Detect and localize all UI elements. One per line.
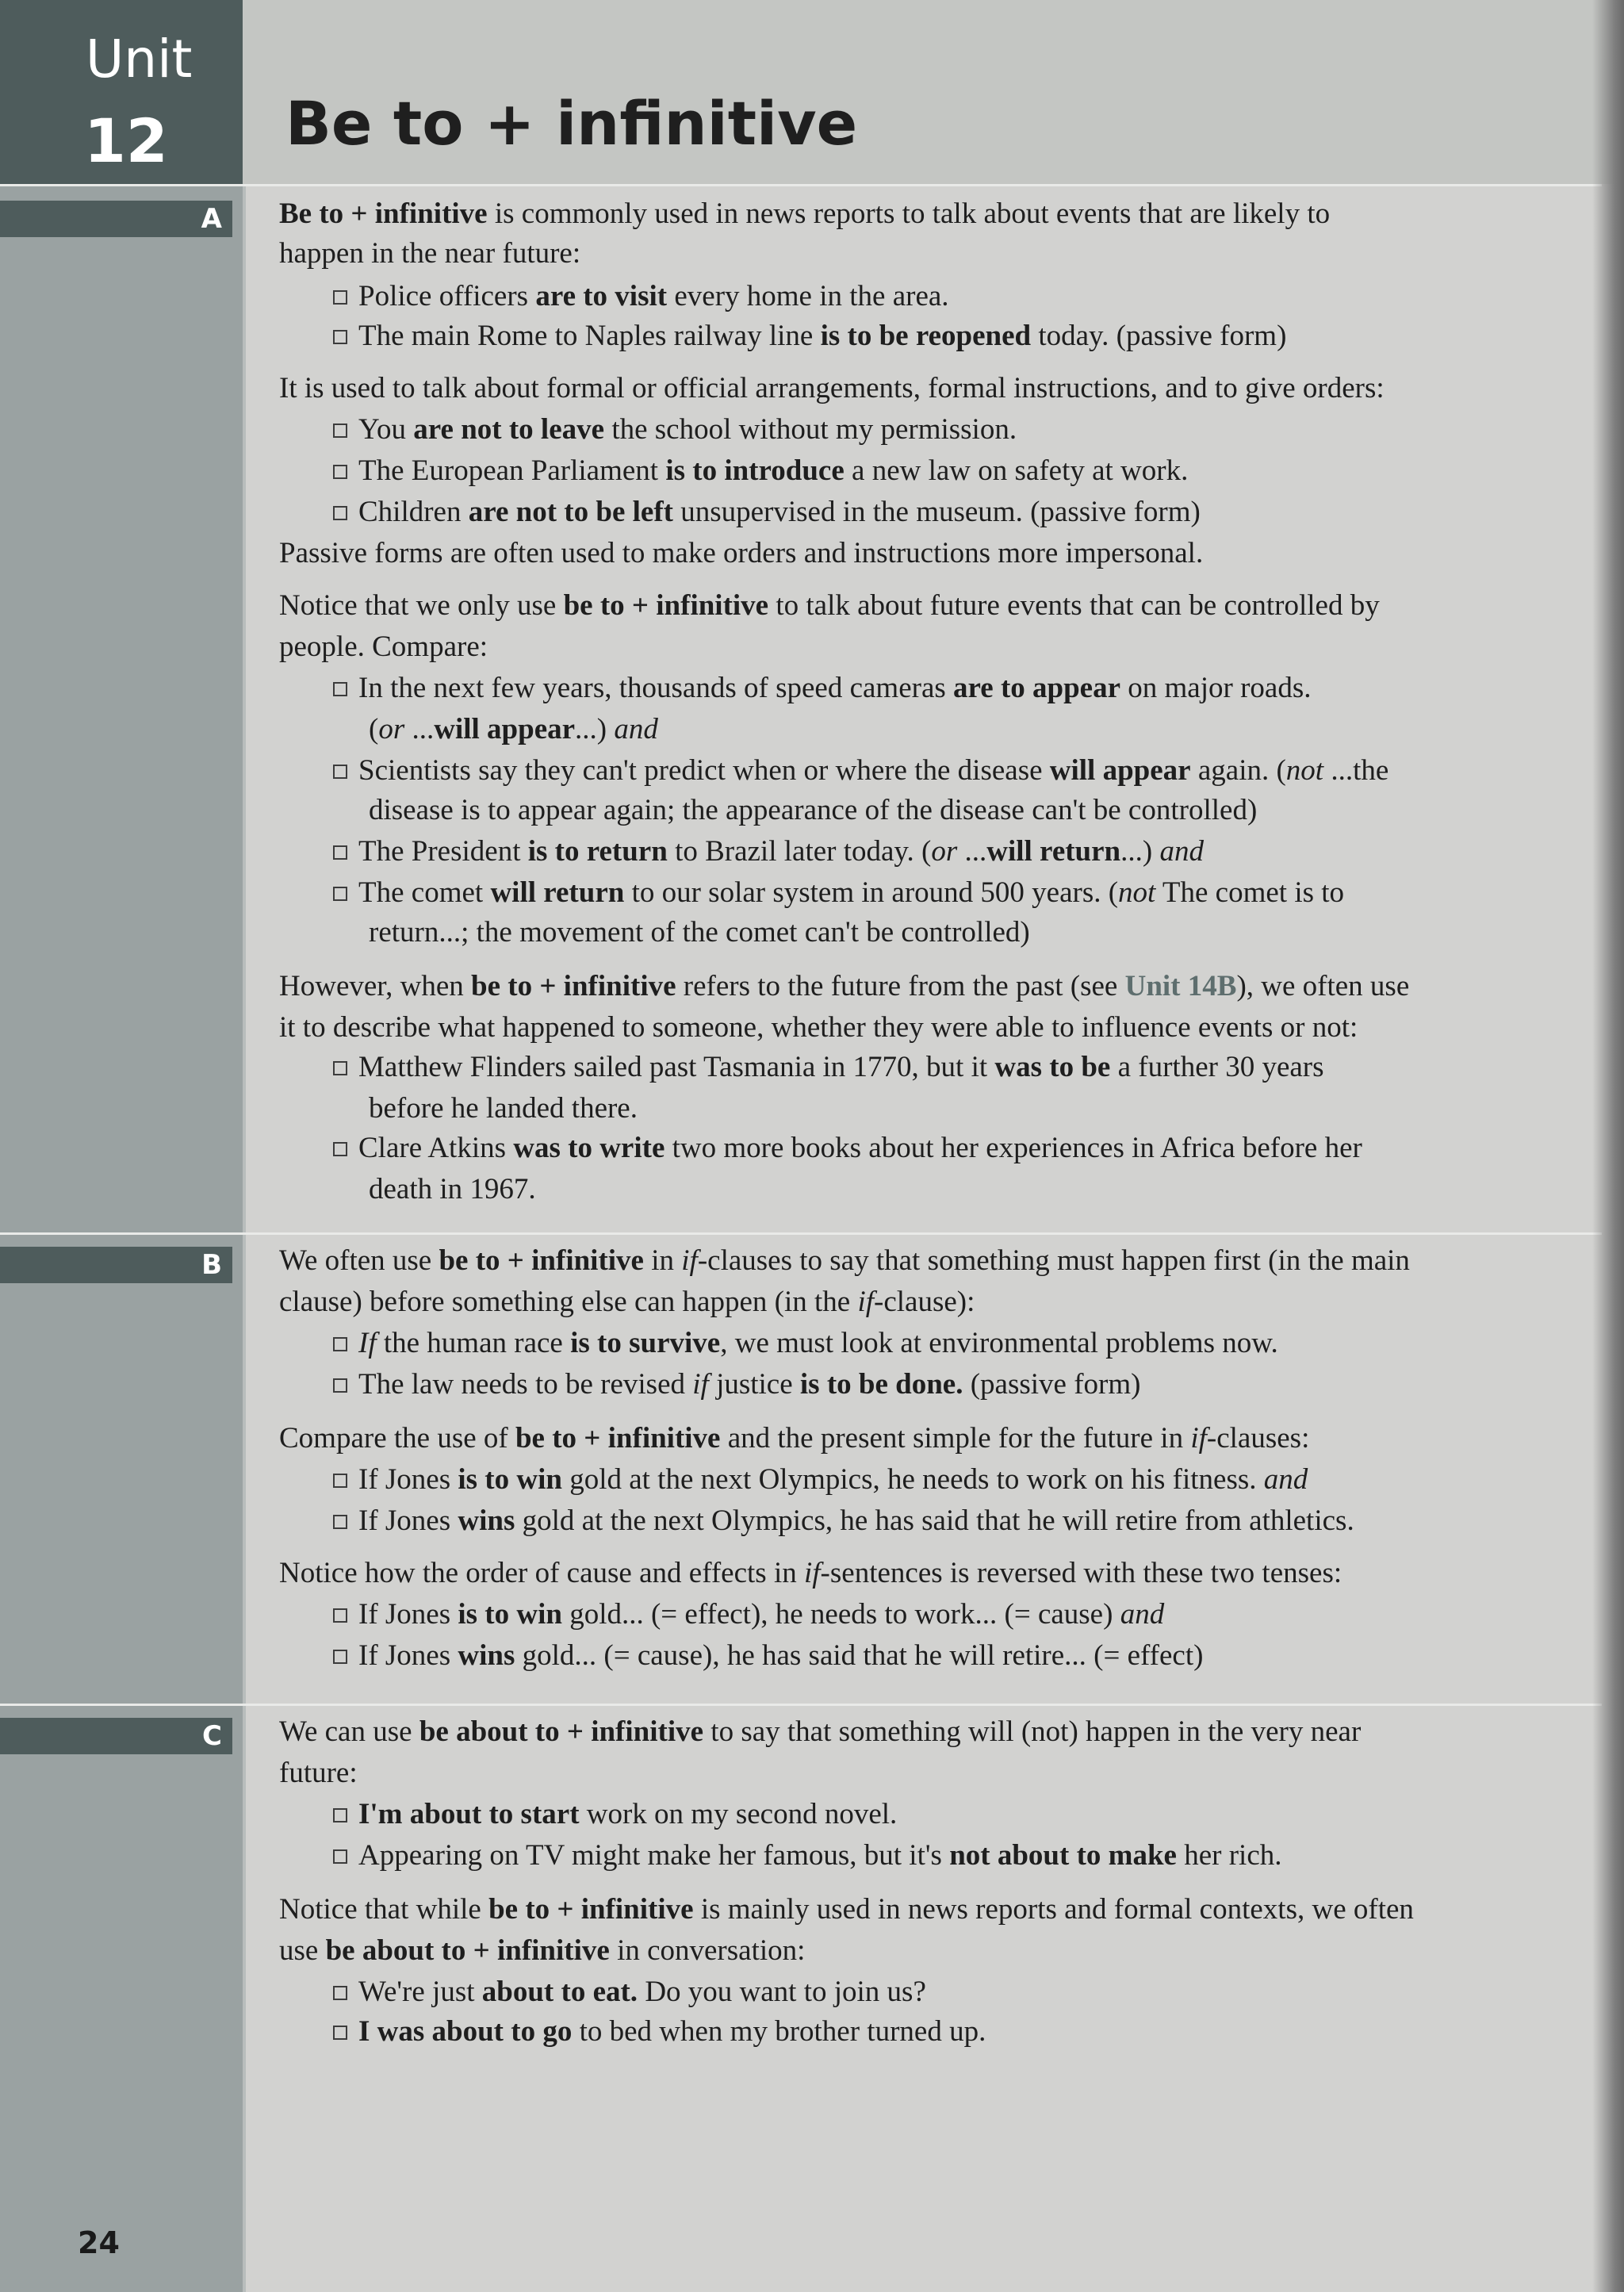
body-text-line: future: (279, 1757, 358, 1789)
body-text-line: Notice how the order of cause and effects in if-sentences is reversed with these two tenses: (279, 1557, 1342, 1589)
example-sentence: The law needs to be revised if justice is to be done. (passive form) (333, 1367, 1140, 1402)
checkbox-bullet-icon (333, 2026, 347, 2040)
body-text-line: We can use be about to + infinitive to say that something will (not) happen in the very near (279, 1715, 1362, 1748)
section-tab-a: A (0, 201, 232, 237)
checkbox-bullet-icon (333, 330, 347, 344)
checkbox-bullet-icon (333, 682, 347, 696)
checkbox-bullet-icon (333, 506, 347, 520)
checkbox-bullet-icon (333, 1808, 347, 1822)
section-divider-a (0, 184, 1602, 186)
checkbox-bullet-icon (333, 1650, 347, 1664)
example-sentence: Children are not to be left unsupervised in the museum. (passive form) (333, 495, 1201, 530)
unit-number: 12 (84, 105, 168, 176)
body-text-line: It is used to talk about formal or official arrangements, formal instructions, and to give orders: (279, 372, 1385, 404)
body-text-line: However, when be to + infinitive refers to the future from the past (see Unit 14B), we often use (279, 970, 1410, 1002)
example-sentence: If Jones wins gold... (= cause), he has said that he will retire... (= effect) (333, 1639, 1203, 1673)
unit-label: Unit (86, 29, 193, 90)
unit-badge (0, 0, 243, 184)
checkbox-bullet-icon (333, 1061, 347, 1075)
example-sentence: I was about to go to bed when my brother turned up. (333, 2014, 986, 2049)
book-spine-shadow (1592, 0, 1624, 2292)
body-text-line: We often use be to + infinitive in if-clauses to say that something must happen first (in the main (279, 1244, 1410, 1277)
body-text-line: Compare the use of be to + infinitive and the present simple for the future in if-clauses: (279, 1422, 1310, 1455)
body-text-line: it to describe what happened to someone, whether they were able to influence events or not: (279, 1011, 1358, 1044)
checkbox-bullet-icon (333, 1337, 347, 1351)
checkbox-bullet-icon (333, 1378, 347, 1393)
section-divider-c (0, 1704, 1602, 1706)
example-sentence: The President is to return to Brazil later today. (or ...will return...) and (333, 834, 1204, 869)
body-text-line: people. Compare: (279, 630, 488, 663)
body-text-line: Notice that while be to + infinitive is mainly used in news reports and formal contexts, we often (279, 1893, 1414, 1926)
checkbox-bullet-icon (333, 1142, 347, 1156)
example-sentence: The comet will return to our solar system in around 500 years. (not The comet is to (333, 876, 1344, 910)
checkbox-bullet-icon (333, 465, 347, 479)
example-continuation: return...; the movement of the comet can't be controlled) (369, 916, 1030, 949)
page-number: 24 (78, 2225, 120, 2260)
body-text-line: Passive forms are often used to make orders and instructions more impersonal. (279, 537, 1204, 569)
body-text-line: happen in the near future: (279, 237, 581, 270)
checkbox-bullet-icon (333, 765, 347, 779)
checkbox-bullet-icon (333, 1608, 347, 1623)
page-margin-sidebar (0, 0, 243, 2292)
checkbox-bullet-icon (333, 887, 347, 901)
checkbox-bullet-icon (333, 1515, 347, 1529)
example-sentence: The European Parliament is to introduce a new law on safety at work. (333, 454, 1188, 489)
example-sentence: If Jones is to win gold... (= effect), he needs to work... (= cause) and (333, 1597, 1164, 1632)
checkbox-bullet-icon (333, 424, 347, 438)
example-sentence: I'm about to start work on my second novel. (333, 1797, 897, 1832)
body-text-line: Be to + infinitive is commonly used in news reports to talk about events that are likely to (279, 197, 1331, 230)
example-continuation: disease is to appear again; the appearance of the disease can't be controlled) (369, 794, 1258, 826)
example-continuation: (or ...will appear...) and (369, 713, 658, 745)
section-tab-c: C (0, 1718, 232, 1754)
example-continuation: before he landed there. (369, 1092, 638, 1125)
example-sentence: We're just about to eat. Do you want to join us? (333, 1975, 926, 2010)
example-sentence: Matthew Flinders sailed past Tasmania in 1770, but it was to be a further 30 years (333, 1050, 1324, 1085)
sidebar-edge (243, 0, 246, 2292)
example-sentence: If Jones wins gold at the next Olympics, he has said that he will retire from athletics. (333, 1504, 1354, 1539)
checkbox-bullet-icon (333, 1986, 347, 2000)
example-sentence: If the human race is to survive, we must look at environmental problems now. (333, 1326, 1278, 1361)
example-sentence: Appearing on TV might make her famous, but it's not about to make her rich. (333, 1838, 1282, 1873)
example-continuation: death in 1967. (369, 1173, 536, 1205)
section-tab-b: B (0, 1247, 232, 1283)
checkbox-bullet-icon (333, 1474, 347, 1488)
body-text-line: Notice that we only use be to + infinitive to talk about future events that can be controlled by (279, 589, 1380, 622)
checkbox-bullet-icon (333, 845, 347, 860)
page-title: Be to + infinitive (285, 88, 858, 159)
example-sentence: Police officers are to visit every home in the area. (333, 279, 949, 314)
checkbox-bullet-icon (333, 290, 347, 305)
section-divider-b (0, 1232, 1602, 1235)
example-sentence: Scientists say they can't predict when or where the disease will appear again. (not ...the (333, 753, 1388, 788)
example-sentence: You are not to leave the school without my permission. (333, 412, 1017, 447)
example-sentence: If Jones is to win gold at the next Olympics, he needs to work on his fitness. and (333, 1462, 1308, 1497)
example-sentence: Clare Atkins was to write two more books about her experiences in Africa before her (333, 1131, 1362, 1166)
body-text-line: clause) before something else can happen (in the if-clause): (279, 1286, 975, 1318)
checkbox-bullet-icon (333, 1849, 347, 1864)
body-text-line: use be about to + infinitive in conversation: (279, 1934, 806, 1967)
example-sentence: In the next few years, thousands of speed cameras are to appear on major roads. (333, 671, 1311, 706)
example-sentence: The main Rome to Naples railway line is to be reopened today. (passive form) (333, 319, 1286, 354)
